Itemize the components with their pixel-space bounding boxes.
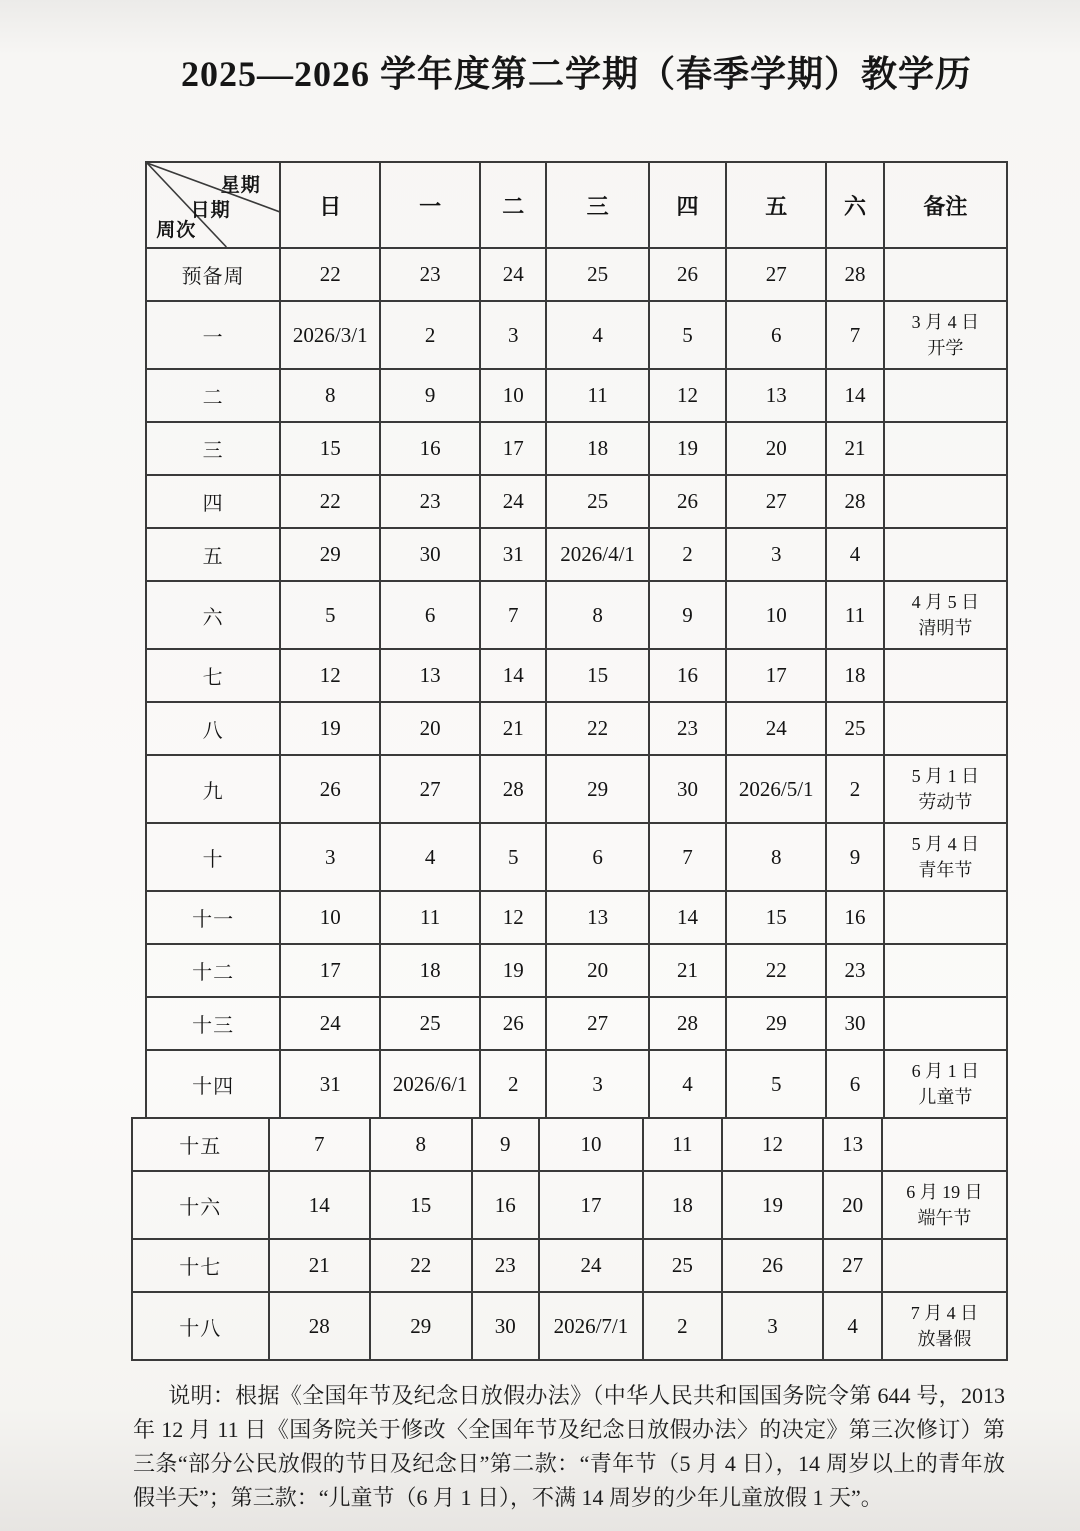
calendar-table-upper <box>145 161 1008 1119</box>
day-cell: 22 <box>280 248 380 301</box>
day-cell: 27 <box>823 1239 882 1292</box>
day-cell: 17 <box>480 422 546 475</box>
remark-line-1: 5 月 4 日 <box>911 833 980 854</box>
table-row <box>146 301 1007 369</box>
table-row <box>146 1050 1007 1118</box>
day-cell: 17 <box>539 1171 643 1239</box>
day-cell: 2 <box>649 528 726 581</box>
day-cell: 15 <box>546 649 648 702</box>
day-cell: 28 <box>826 248 884 301</box>
day-cell: 23 <box>826 944 884 997</box>
day-cell: 5 <box>480 823 546 891</box>
week-label: 一 <box>146 301 280 369</box>
day-cell: 3 <box>480 301 546 369</box>
day-cell: 18 <box>643 1171 722 1239</box>
day-cell: 26 <box>649 475 726 528</box>
day-cell: 25 <box>546 475 648 528</box>
day-cell: 25 <box>546 248 648 301</box>
day-cell: 22 <box>280 475 380 528</box>
day-cell: 23 <box>472 1239 539 1292</box>
day-header-tue: 二 <box>480 162 546 248</box>
remark-cell <box>884 997 1007 1050</box>
week-label: 十七 <box>132 1239 269 1292</box>
day-cell: 2 <box>480 1050 546 1118</box>
day-cell: 22 <box>370 1239 472 1292</box>
remark-cell <box>884 1050 1007 1118</box>
day-cell: 24 <box>480 248 546 301</box>
corner-label-date: 日期 <box>190 199 231 221</box>
day-cell: 21 <box>269 1239 371 1292</box>
day-cell: 29 <box>280 528 380 581</box>
remark-cell <box>882 1118 1007 1171</box>
day-cell: 2026/7/1 <box>539 1292 643 1360</box>
day-cell: 27 <box>726 248 826 301</box>
remark-cell <box>884 649 1007 702</box>
remark-line-1: 3 月 4 日 <box>911 311 980 332</box>
day-cell: 16 <box>380 422 480 475</box>
week-label: 三 <box>146 422 280 475</box>
day-cell: 29 <box>370 1292 472 1360</box>
day-cell: 7 <box>826 301 884 369</box>
day-cell: 27 <box>726 475 826 528</box>
day-cell: 22 <box>726 944 826 997</box>
week-label: 十五 <box>132 1118 269 1171</box>
day-cell: 14 <box>269 1171 371 1239</box>
day-cell: 2026/3/1 <box>280 301 380 369</box>
calendar-table-lower <box>131 1117 1008 1361</box>
table-row <box>146 475 1007 528</box>
day-cell: 2 <box>643 1292 722 1360</box>
day-cell: 24 <box>480 475 546 528</box>
remark-header: 备注 <box>884 162 1007 248</box>
header-row <box>146 162 1007 248</box>
day-cell: 3 <box>280 823 380 891</box>
day-cell: 28 <box>269 1292 371 1360</box>
day-cell: 14 <box>826 369 884 422</box>
day-cell: 5 <box>649 301 726 369</box>
day-cell: 15 <box>370 1171 472 1239</box>
remark-line-1: 6 月 19 日 <box>906 1181 983 1202</box>
table-row <box>132 1239 1007 1292</box>
table-row <box>146 702 1007 755</box>
day-cell: 12 <box>722 1118 824 1171</box>
day-cell: 19 <box>280 702 380 755</box>
day-cell: 9 <box>826 823 884 891</box>
table-row <box>146 422 1007 475</box>
table-row <box>146 944 1007 997</box>
day-cell: 12 <box>649 369 726 422</box>
week-label: 八 <box>146 702 280 755</box>
week-label: 九 <box>146 755 280 823</box>
day-cell: 28 <box>826 475 884 528</box>
week-label: 二 <box>146 369 280 422</box>
day-cell: 31 <box>280 1050 380 1118</box>
day-cell: 23 <box>380 248 480 301</box>
day-cell: 24 <box>726 702 826 755</box>
day-cell: 24 <box>539 1239 643 1292</box>
day-cell: 9 <box>472 1118 539 1171</box>
day-cell: 18 <box>546 422 648 475</box>
remark-cell <box>884 944 1007 997</box>
day-cell: 25 <box>826 702 884 755</box>
day-cell: 2 <box>826 755 884 823</box>
day-cell: 5 <box>280 581 380 649</box>
day-cell: 31 <box>480 528 546 581</box>
week-label: 十四 <box>146 1050 280 1118</box>
day-cell: 3 <box>546 1050 648 1118</box>
day-cell: 4 <box>546 301 648 369</box>
day-cell: 16 <box>649 649 726 702</box>
day-cell: 6 <box>546 823 648 891</box>
table-row <box>146 823 1007 891</box>
day-cell: 4 <box>649 1050 726 1118</box>
day-header-mon: 一 <box>380 162 480 248</box>
day-header-fri: 五 <box>726 162 826 248</box>
day-cell: 4 <box>826 528 884 581</box>
day-cell: 30 <box>649 755 726 823</box>
table-row <box>132 1171 1007 1239</box>
remark-cell <box>882 1171 1007 1239</box>
day-cell: 28 <box>649 997 726 1050</box>
table-row <box>146 649 1007 702</box>
week-label: 十三 <box>146 997 280 1050</box>
day-cell: 19 <box>722 1171 824 1239</box>
remark-cell <box>884 891 1007 944</box>
corner-label-week: 周次 <box>156 219 197 241</box>
footnote: 说明：根据《全国年节及纪念日放假办法》（中华人民共和国国务院令第 644 号，2013 年 12 月 11 日《国务院关于修改〈全国年节及纪念日放假办法〉的决定》第三次修订）第三条“部分公民放假的节日及纪念日”第二款：“青年节（5 月 4 日），14 周岁以上的青年放假半天”；第三款：“儿童节（6 月 1 日），不满 14 周岁的少年儿童放假 1 天”。 <box>133 1383 1005 1510</box>
remark-cell <box>884 755 1007 823</box>
remark-cell <box>884 528 1007 581</box>
day-cell: 13 <box>380 649 480 702</box>
day-cell: 15 <box>280 422 380 475</box>
remark-cell <box>882 1239 1007 1292</box>
day-cell: 13 <box>726 369 826 422</box>
day-cell: 2026/5/1 <box>726 755 826 823</box>
day-cell: 21 <box>826 422 884 475</box>
table-row <box>146 997 1007 1050</box>
day-header-sat: 六 <box>826 162 884 248</box>
remark-cell <box>882 1292 1007 1360</box>
week-label: 十八 <box>132 1292 269 1360</box>
day-cell: 13 <box>546 891 648 944</box>
day-header-wed: 三 <box>546 162 648 248</box>
day-cell: 29 <box>546 755 648 823</box>
day-cell: 10 <box>480 369 546 422</box>
day-cell: 13 <box>823 1118 882 1171</box>
day-cell: 3 <box>722 1292 824 1360</box>
remark-line-1: 6 月 1 日 <box>911 1060 980 1081</box>
day-cell: 10 <box>539 1118 643 1171</box>
day-cell: 19 <box>480 944 546 997</box>
day-cell: 6 <box>826 1050 884 1118</box>
day-cell: 4 <box>380 823 480 891</box>
remark-line-2: 端午节 <box>917 1208 972 1228</box>
remark-cell <box>884 422 1007 475</box>
week-label: 十二 <box>146 944 280 997</box>
day-cell: 28 <box>480 755 546 823</box>
day-cell: 7 <box>269 1118 371 1171</box>
day-cell: 20 <box>726 422 826 475</box>
table-row <box>146 248 1007 301</box>
week-label: 十一 <box>146 891 280 944</box>
remark-cell <box>884 248 1007 301</box>
day-cell: 22 <box>546 702 648 755</box>
page-title: 2025—2026 学年度第二学期（春季学期）教学历 <box>180 54 972 94</box>
remark-line-2: 儿童节 <box>918 1087 973 1107</box>
day-cell: 30 <box>472 1292 539 1360</box>
week-label: 六 <box>146 581 280 649</box>
day-header-sun: 日 <box>280 162 380 248</box>
remark-cell <box>884 369 1007 422</box>
remark-line-1: 5 月 1 日 <box>911 765 980 786</box>
table-row <box>146 755 1007 823</box>
corner-cell <box>146 162 280 248</box>
calendar-rows-upper <box>146 248 1007 1118</box>
remark-line-1: 4 月 5 日 <box>911 591 980 612</box>
day-cell: 20 <box>546 944 648 997</box>
remark-cell <box>884 475 1007 528</box>
calendar-table <box>0 161 1080 1361</box>
table-row <box>146 581 1007 649</box>
day-cell: 3 <box>726 528 826 581</box>
day-header-thu: 四 <box>649 162 726 248</box>
day-cell: 4 <box>823 1292 882 1360</box>
day-cell: 24 <box>280 997 380 1050</box>
day-cell: 20 <box>823 1171 882 1239</box>
day-cell: 21 <box>649 944 726 997</box>
day-cell: 27 <box>380 755 480 823</box>
day-cell: 30 <box>380 528 480 581</box>
remark-line-2: 劳动节 <box>918 792 973 812</box>
day-cell: 9 <box>380 369 480 422</box>
day-cell: 5 <box>726 1050 826 1118</box>
day-cell: 16 <box>472 1171 539 1239</box>
remark-cell <box>884 702 1007 755</box>
day-cell: 27 <box>546 997 648 1050</box>
day-cell: 7 <box>480 581 546 649</box>
day-cell: 15 <box>726 891 826 944</box>
remark-cell <box>884 581 1007 649</box>
day-cell: 18 <box>826 649 884 702</box>
day-cell: 20 <box>380 702 480 755</box>
day-cell: 19 <box>649 422 726 475</box>
day-cell: 29 <box>726 997 826 1050</box>
day-cell: 14 <box>649 891 726 944</box>
day-cell: 6 <box>380 581 480 649</box>
table-row <box>146 369 1007 422</box>
day-cell: 2026/6/1 <box>380 1050 480 1118</box>
day-cell: 16 <box>826 891 884 944</box>
day-cell: 12 <box>280 649 380 702</box>
day-cell: 26 <box>649 248 726 301</box>
day-cell: 26 <box>280 755 380 823</box>
table-row <box>132 1292 1007 1360</box>
corner-label-weekday: 星期 <box>220 174 261 196</box>
remark-line-2: 放暑假 <box>917 1329 972 1349</box>
day-cell: 25 <box>380 997 480 1050</box>
day-cell: 8 <box>726 823 826 891</box>
day-cell: 8 <box>546 581 648 649</box>
day-cell: 6 <box>726 301 826 369</box>
day-cell: 8 <box>370 1118 472 1171</box>
day-cell: 11 <box>643 1118 722 1171</box>
remark-line-2: 清明节 <box>918 618 973 638</box>
day-cell: 10 <box>726 581 826 649</box>
day-cell: 26 <box>722 1239 824 1292</box>
week-label: 十六 <box>132 1171 269 1239</box>
table-row <box>146 528 1007 581</box>
day-cell: 21 <box>480 702 546 755</box>
day-cell: 7 <box>649 823 726 891</box>
table-row <box>146 891 1007 944</box>
day-cell: 11 <box>380 891 480 944</box>
week-label: 五 <box>146 528 280 581</box>
calendar-rows-lower <box>132 1118 1007 1360</box>
day-cell: 8 <box>280 369 380 422</box>
week-label: 十 <box>146 823 280 891</box>
day-cell: 17 <box>726 649 826 702</box>
day-cell: 17 <box>280 944 380 997</box>
day-cell: 18 <box>380 944 480 997</box>
remark-line-2: 开学 <box>927 338 964 358</box>
day-cell: 26 <box>480 997 546 1050</box>
remark-cell <box>884 301 1007 369</box>
day-cell: 11 <box>546 369 648 422</box>
day-cell: 30 <box>826 997 884 1050</box>
day-cell: 9 <box>649 581 726 649</box>
week-label: 预备周 <box>146 248 280 301</box>
day-cell: 11 <box>826 581 884 649</box>
week-label: 七 <box>146 649 280 702</box>
day-cell: 23 <box>380 475 480 528</box>
table-row <box>132 1118 1007 1171</box>
day-cell: 12 <box>480 891 546 944</box>
remark-cell <box>884 823 1007 891</box>
day-cell: 10 <box>280 891 380 944</box>
day-cell: 25 <box>643 1239 722 1292</box>
week-label: 四 <box>146 475 280 528</box>
day-cell: 23 <box>649 702 726 755</box>
remark-line-1: 7 月 4 日 <box>910 1302 979 1323</box>
day-cell: 2 <box>380 301 480 369</box>
remark-line-2: 青年节 <box>918 860 973 880</box>
day-cell: 14 <box>480 649 546 702</box>
day-cell: 2026/4/1 <box>546 528 648 581</box>
